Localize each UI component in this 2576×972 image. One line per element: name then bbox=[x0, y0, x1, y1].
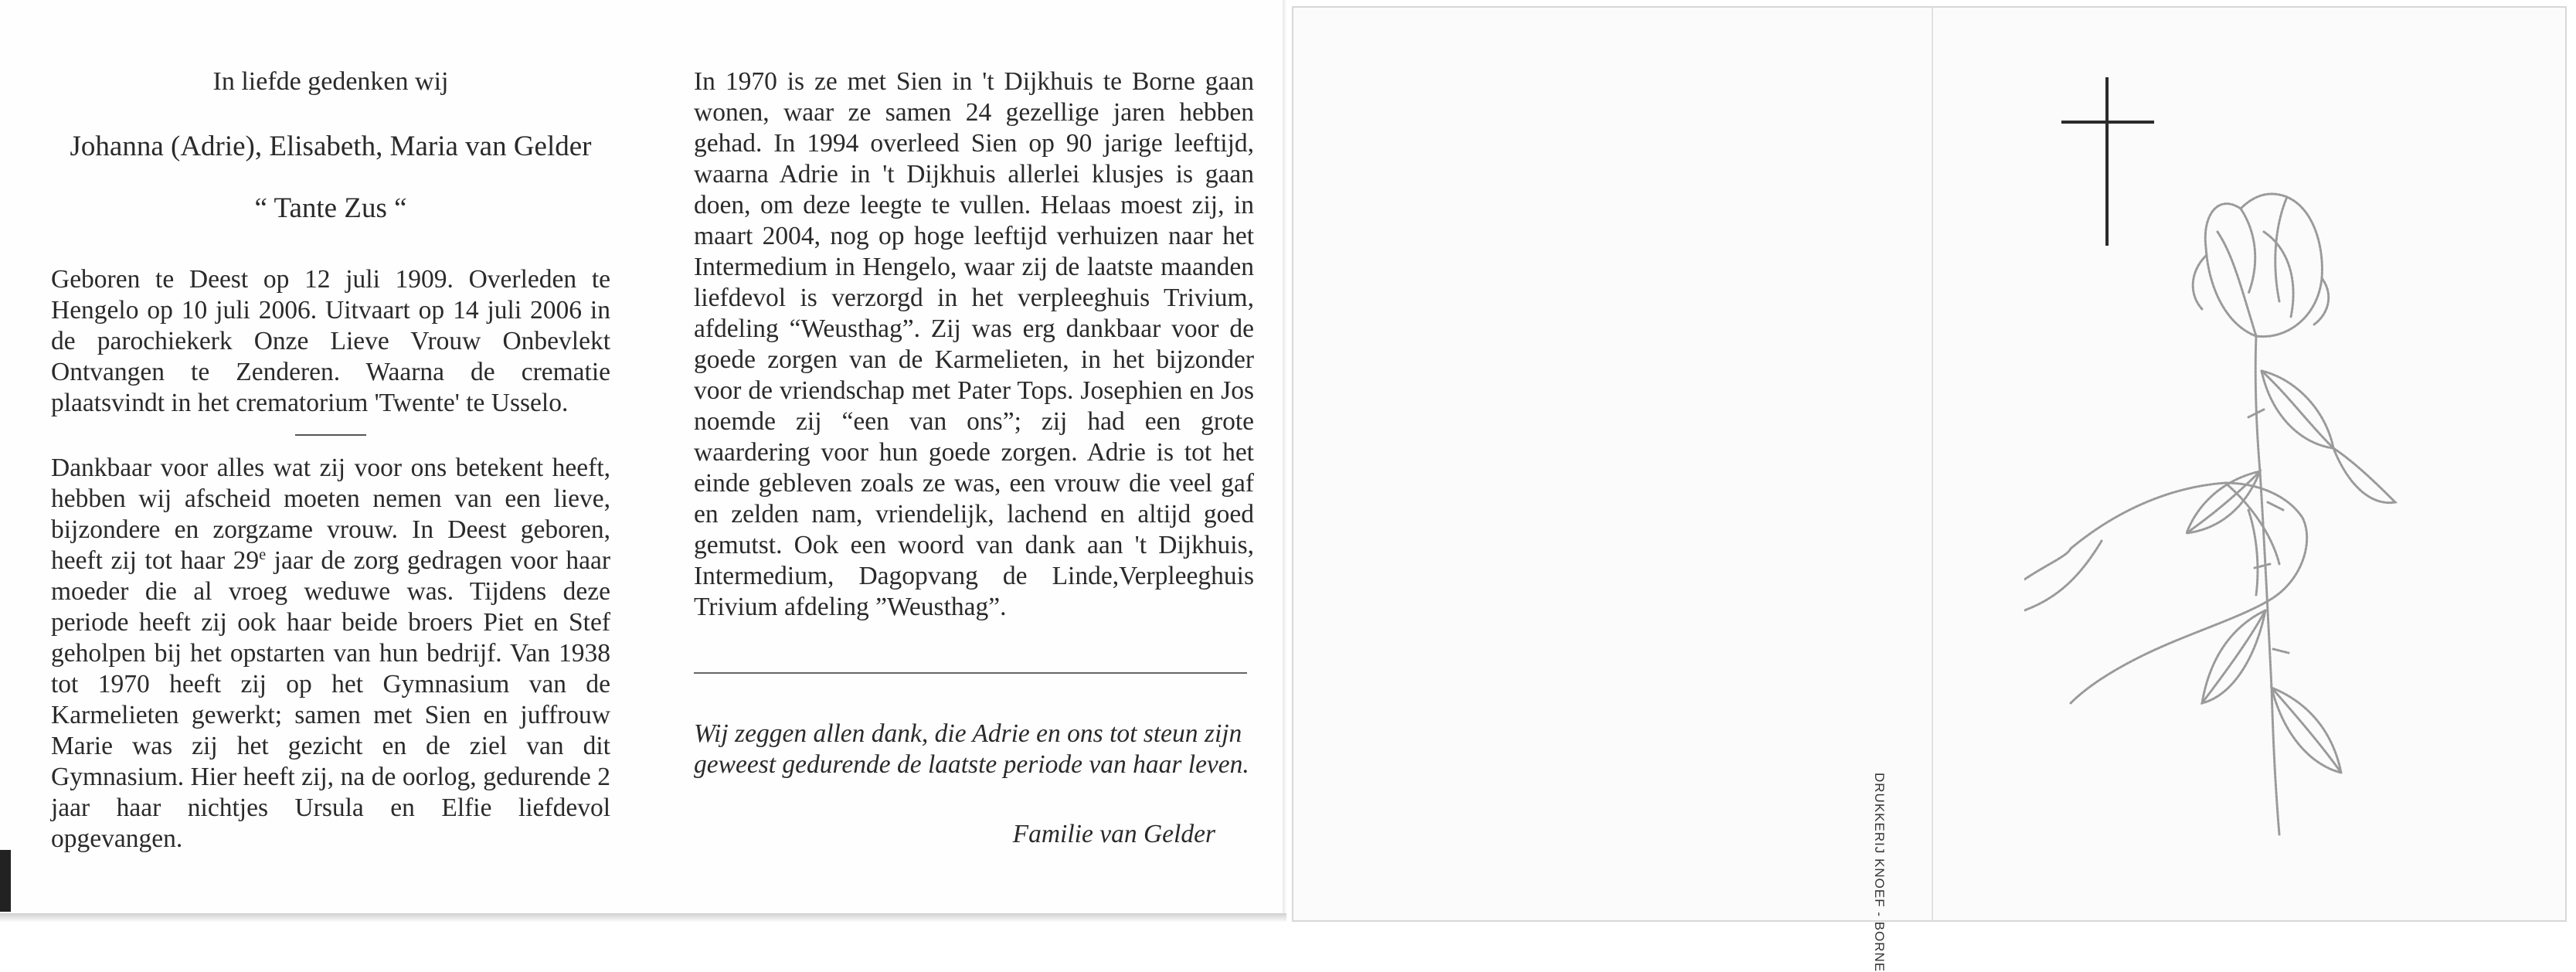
birth-death-paragraph: Geboren te Deest op 12 juli 1909. Overleden te Hengelo op 10 juli 2006. Uitvaart op 14 juli 2006 in de parochiekerk Onze Lieve Vrouw Onbevlekt Ontvangen te Zenderen. Waarna de crematie plaatsvindt in het crematorium 'Twente' te Usselo. bbox=[51, 265, 610, 417]
life-story-part1-a: Dankbaar voor alles wat zij voor ons betekent heeft, hebben wij afscheid moeten nemen van een lieve, bijzondere en zorgzame vrouw. In Deest geboren, heeft zij tot haar 29 bbox=[51, 454, 610, 575]
life-story-part1-b: jaar de zorg gedragen voor haar moeder die al vroeg weduwe was. Tijdens deze periode heeft zij ook haar beide broers Piet en Stef geholpen bij het opstarten van hun bedrijf. Van 1938 tot 1970 heeft zij op het Gymnasium van de Karmelieten gewerkt; samen met Sien en juffrouw Marie was zij het gezicht en de ziel van dit Gymnasium. Hier heeft zij, na de oorlog, gedurende 2 jaar haar nichtjes Ursula en Elfie liefdevol opgevangen. bbox=[51, 546, 610, 853]
left-column bbox=[51, 66, 610, 855]
greeting: In liefde gedenken wij bbox=[212, 67, 449, 96]
ordinal-suffix: e bbox=[259, 545, 267, 563]
cover-fold bbox=[1932, 8, 1933, 920]
printer-imprint bbox=[1640, 773, 1887, 804]
card-shadow bbox=[0, 913, 1286, 923]
long-divider bbox=[694, 672, 1247, 674]
inner-card bbox=[0, 0, 1286, 916]
life-story-part2: In 1970 is ze met Sien in 't Dijkhuis te Borne gaan wonen, waar ze samen 24 gezellige jaren hebben gehad. In 1994 overleed Sien op 90 jarige leeftijd, waarna Adrie in 't Dijkhuis allerlei klusjes is gaan doen, om deze leegte te vullen. Helaas moest zij, in maart 2004, nog op hoge leeftijd verhuizen naar het Intermedium in Hengelo, waar zij de laatste maanden liefdevol is verzorgd in het verpleeghuis Trivium, afdeling “Weusthag”. Zij was erg dankbaar voor de goede zorgen van de Karmelieten, in het bijzonder voor de vriendschap met Pater Tops. Josephien en Jos noemde zij “een van ons”; zij had een grote waardering voor hun goede zorgen. Adrie is tot het einde gebleven zoals ze was, een vrouw die veel gaf en zelden nam, vriendelijk, lachend en altijd goed gemutst. Ook een woord van dank aan 't Dijkhuis, Intermedium, Dagopvang de Linde,Verpleeghuis Trivium afdeling ”Weusthag”. bbox=[694, 67, 1254, 621]
card-fold bbox=[1283, 0, 1287, 919]
card-edge bbox=[0, 850, 11, 912]
family-signature: Familie van Gelder bbox=[1012, 820, 1215, 848]
thanks-paragraph: Wij zeggen allen dank, die Adrie en ons tot steun zijn geweest gedurende de laatste periode van haar leven. bbox=[694, 719, 1249, 779]
right-column bbox=[694, 66, 1254, 850]
rose-in-hand-icon bbox=[2024, 178, 2503, 842]
nickname: “ Tante Zus “ bbox=[254, 192, 407, 224]
short-divider bbox=[295, 434, 366, 436]
deceased-name: Johanna (Adrie), Elisabeth, Maria van Gelder bbox=[70, 131, 592, 162]
life-story-part1 bbox=[51, 453, 610, 855]
